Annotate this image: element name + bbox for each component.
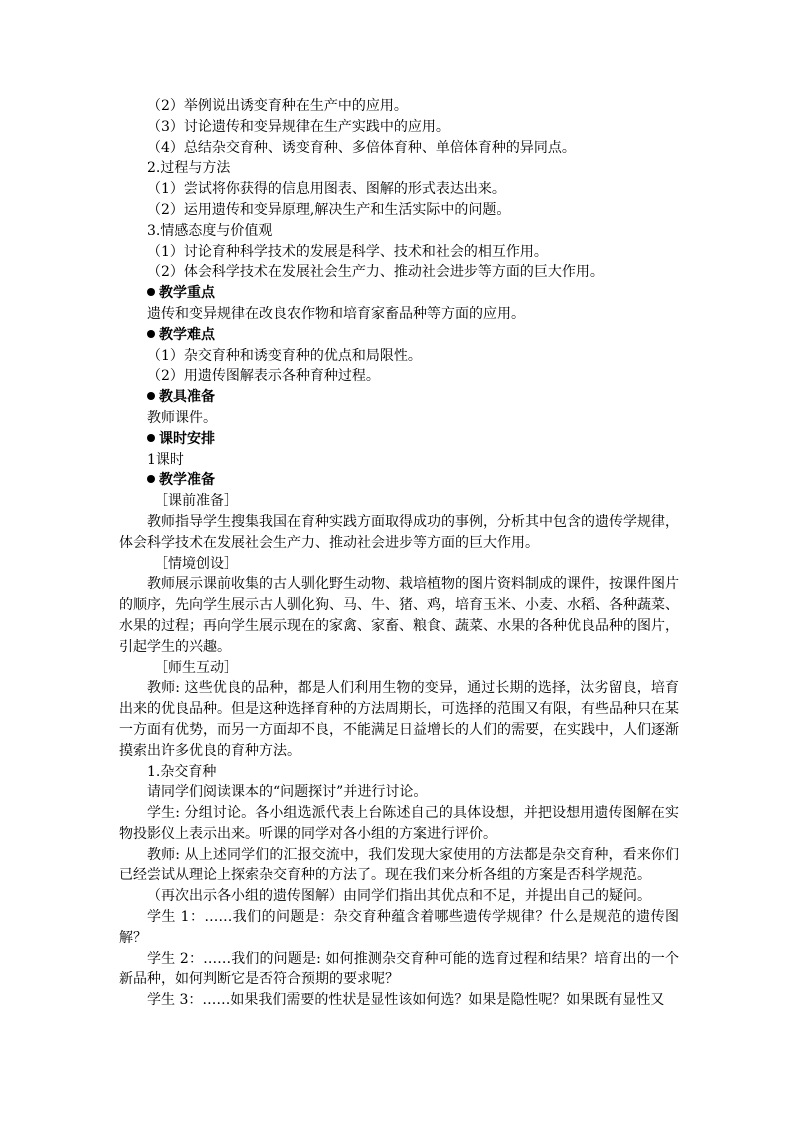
section-heading-text: 教具准备 xyxy=(159,389,215,406)
text-line: 2.过程与方法 xyxy=(147,160,231,177)
text-line: 1.杂交育种 xyxy=(147,763,217,780)
text-line: （4）总结杂交育种、诱变育种、多倍体育种、单倍体育种的异同点。 xyxy=(147,139,576,156)
section-heading xyxy=(119,283,679,304)
bullet-dot-icon xyxy=(147,392,155,400)
text-line: （1）杂交育种和诱变育种的优点和局限性。 xyxy=(147,347,422,364)
section-heading xyxy=(119,387,679,408)
bullet-dot-icon xyxy=(147,475,155,483)
paragraph: 教师指导学生搜集我国在育种实践方面取得成功的事例，分析其中包含的遗传学规律，体会科学技术在发展社会生产力、推动社会进步等方面的巨大作用。 xyxy=(119,513,679,551)
section-heading xyxy=(119,429,679,450)
text-line: （2）用遗传图解表示各种育种过程。 xyxy=(147,368,380,385)
text-line: （1）尝试将你获得的信息用图表、图解的形式表达出来。 xyxy=(147,181,506,198)
text-line: （2）举例说出诱变育种在生产中的应用。 xyxy=(147,98,408,114)
text-line: 3.情感态度与价值观 xyxy=(147,222,273,239)
section-heading-text: 教学重点 xyxy=(159,285,215,302)
paragraph: 教师展示课前收集的古人驯化野生动物、栽培植物的图片资料制成的课件，按课件图片的顺序，先向学生展示古人驯化狗、马、牛、猪、鸡，培育玉米、小麦、水稻、各种蔬菜、水果的过程；再向学生展示现在的家禽、家畜、粮食、蔬菜、水果的各种优良品种的图片，引起学生的兴趣。 xyxy=(119,576,679,655)
text-line: （2）运用遗传和变异原理,解决生产和生活实际中的问题。 xyxy=(147,201,511,218)
document-body xyxy=(119,96,679,1011)
section-heading-text: 课时安排 xyxy=(159,430,215,447)
paragraph: 学生 2：……我们的问题是: 如何推测杂交育种可能的选育过程和结果？培育出的一个新品种，如何判断它是否符合预期的要求呢？ xyxy=(119,950,679,988)
paragraph: 学生: 分组讨论。各小组选派代表上台陈述自己的具体设想，并把设想用遗传图解在实物投影仪上表示出来。听课的同学对各小组的方案进行评价。 xyxy=(119,805,679,842)
text-line: 教师课件。 xyxy=(147,409,217,426)
subsection-label: ［课前准备］ xyxy=(154,493,238,510)
text-line: （1）讨论育种科学技术的发展是科学、技术和社会的相互作用。 xyxy=(147,243,548,260)
section-heading xyxy=(119,325,679,346)
section-heading-text: 教学难点 xyxy=(159,326,215,343)
section-heading xyxy=(119,470,679,491)
paragraph: 教师: 这些优良的品种，都是人们利用生物的变异，通过长期的选择，汰劣留良，培育出来的优良品种。但是这种选择育种的方法周期长，可选择的范围又有限，有些品种只在某一方面有优势，而另一方面却不良，不能满足日益增长的人们的需要，在实践中，人们逐渐摸索出许多优良的育种方法。 xyxy=(119,680,679,759)
paragraph: 学生 3：……如果我们需要的性状是显性该如何选？如果是隐性呢？如果既有显性又 xyxy=(147,992,665,1009)
paragraph: 教师: 从上述同学们的汇报交流中，我们发现大家使用的方法都是杂交育种，看来你们已经尝试从理论上探索杂交育种的方法了。现在我们来分析各组的方案是否科学规范。 xyxy=(119,846,679,884)
paragraph: 学生 1：……我们的问题是：杂交育种蕴含着哪些遗传学规律？什么是规范的遗传图解？ xyxy=(119,909,679,946)
bullet-dot-icon xyxy=(147,434,155,442)
bullet-dot-icon xyxy=(147,330,155,338)
bullet-dot-icon xyxy=(147,288,155,296)
subsection-label: ［情境创设］ xyxy=(154,555,238,572)
text-line: （3）讨论遗传和变异规律在生产实践中的应用。 xyxy=(147,118,450,135)
text-line: 1课时 xyxy=(147,451,184,468)
text-line: 遗传和变异规律在改良农作物和培育家畜品种等方面的应用。 xyxy=(147,305,525,322)
text-line: 请同学们阅读课本的“问题探讨”并进行讨论。 xyxy=(147,784,428,801)
subsection-label: ［师生互动］ xyxy=(154,659,238,676)
text-line: （再次出示各小组的遗传图解）由同学们指出其优点和不足，并提出自己的疑问。 xyxy=(147,888,651,905)
text-line: （2）体会科学技术在发展社会生产力、推动社会进步等方面的巨大作用。 xyxy=(147,264,604,281)
section-heading-text: 教学准备 xyxy=(159,472,215,489)
